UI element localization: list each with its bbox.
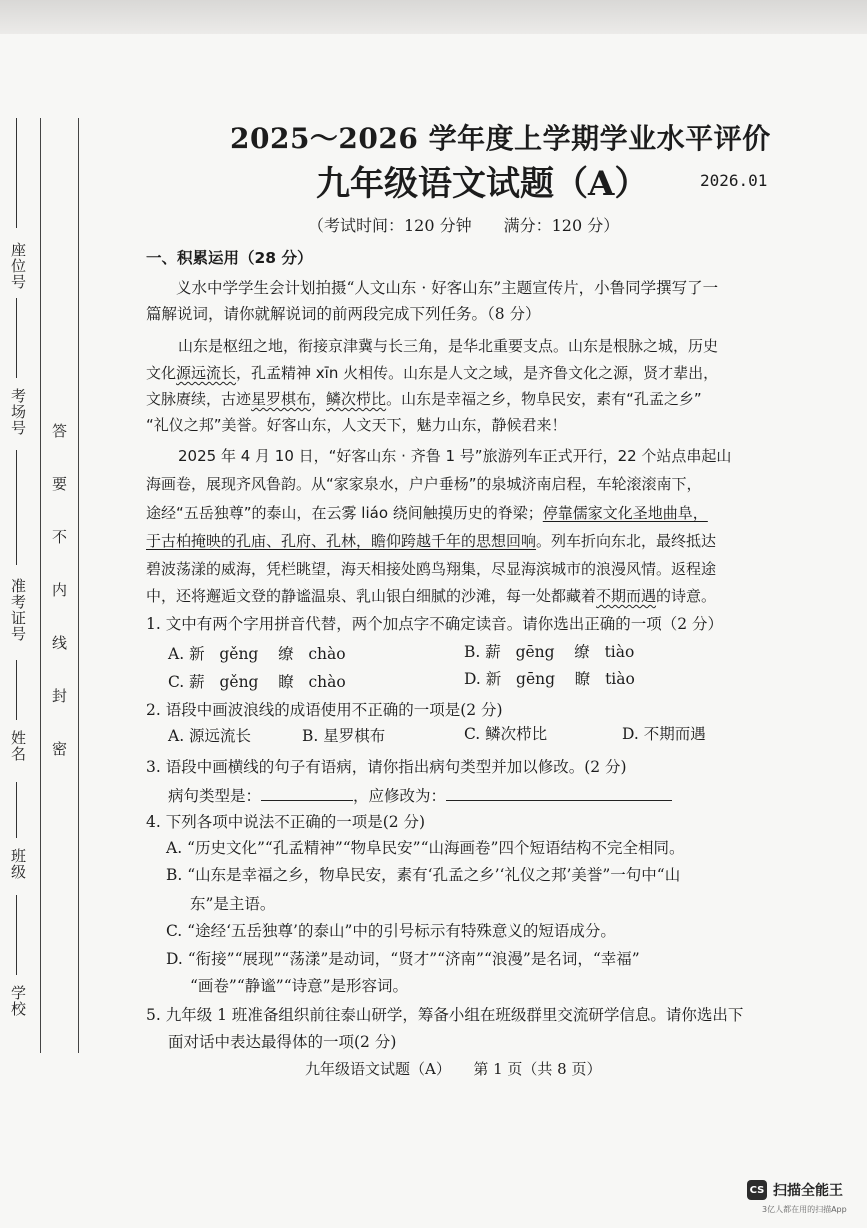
passage-text: 途经“五岳独尊”的泰山，在云雾 liáo 绕间触摸历史的脊梁； <box>146 504 543 522</box>
option-letter: A. <box>168 645 185 663</box>
field-ticket-number: 准考证号 <box>9 578 27 642</box>
field-class: 班级 <box>9 848 27 880</box>
option-pinyin: gēng <box>516 670 556 688</box>
ticket-number-line <box>16 450 17 565</box>
question-5-line-1: 5. 九年级 1 班准备组织前往泰山研学，筹备小组在班级群里交流研学信息。请你选出下 <box>146 1006 744 1024</box>
q2-option-d: D. 不期而遇 <box>622 725 706 743</box>
section-heading: 一、积累运用（28 分） <box>146 249 313 267</box>
option-letter: C. <box>168 673 185 691</box>
passage-line: “礼仪之邦”美誉。好客山东，人文天下，魅力山东，静候君来！ <box>146 416 567 434</box>
q4-option-b-line-1: B. “山东是幸福之乡，物阜民安，素有‘孔孟之乡’‘礼仪之邦’美誉”一句中“山 <box>166 866 681 884</box>
option-char: 缭 <box>574 643 590 661</box>
seal-char-3: 线 <box>52 634 68 652</box>
binding-line-outer <box>40 118 41 1053</box>
question-1-stem: 1. 文中有两个字用拼音代替，两个加点字不确定读音。请你选出正确的一项（2 分） <box>146 615 724 633</box>
exam-subtitle: 九年级语文试题（A） <box>316 164 649 204</box>
option-pinyin: chào <box>308 645 346 663</box>
field-school: 学校 <box>9 985 27 1017</box>
seal-char-2: 封 <box>52 687 68 705</box>
underlined-sentence: 停靠儒家文化圣地曲阜， <box>542 504 708 522</box>
camscanner-icon: CS <box>747 1180 767 1200</box>
exam-date: 2026.01 <box>700 171 768 190</box>
field-name: 姓名 <box>9 730 27 762</box>
passage-text: 文化 <box>146 364 177 382</box>
option-char: 薪 <box>485 643 501 661</box>
option-char: 新 <box>189 645 205 663</box>
q3-type-label: 病句类型是： <box>168 787 262 805</box>
passage-text: 。列车折向东北，最终抵达 <box>536 532 717 550</box>
wavy-idiom: 源远流长 <box>176 364 237 382</box>
q4-option-d-line-2: “画卷”“静谧”“诗意”是形容词。 <box>190 977 409 995</box>
passage-line: 碧波荡漾的威海，凭栏眺望，海天相接处鸥鸟翔集，尽显海滨城市的浪漫风情。返程途 <box>146 560 717 578</box>
option-letter: B. <box>464 643 481 661</box>
option-pinyin: tiào <box>605 670 635 688</box>
passage-line: 海画卷，展现齐风鲁韵。从“家家泉水，户户垂杨”的泉城济南启程，车轮滚滚南下， <box>146 475 702 493</box>
seal-char-6: 要 <box>52 475 68 493</box>
scanner-name: 扫描全能王 <box>773 1183 843 1199</box>
passage-line <box>146 361 718 385</box>
seal-char-7: 答 <box>52 422 68 440</box>
q3-answer-row <box>168 784 672 808</box>
underlined-sentence: 于古柏掩映的孔庙、孔府、孔林，瞻仰跨越千年的思想回响 <box>146 532 537 550</box>
option-pinyin: tiào <box>604 643 635 661</box>
passage-line <box>146 501 708 525</box>
passage-text: ， <box>311 390 327 408</box>
question-3-stem: 3. 语段中画横线的句子有语病，请你指出病句类型并加以修改。(2 分) <box>146 758 627 776</box>
seal-char-4: 内 <box>52 581 68 599</box>
option-char: 瞭 <box>278 673 294 691</box>
q1-option-a <box>168 642 346 666</box>
q3-type-blank[interactable] <box>261 784 353 801</box>
option-pinyin: gěng <box>219 645 259 663</box>
passage-line <box>146 529 716 553</box>
class-line <box>16 782 17 838</box>
field-seat-number: 座位号 <box>9 242 27 290</box>
seat-number-line <box>16 118 17 228</box>
passage-line <box>146 584 716 608</box>
page-footer: 九年级语文试题（A） 第 1 页（共 8 页） <box>305 1060 602 1078</box>
intro-line-2: 篇解说词，请你就解说词的前两段完成下列任务。（8 分） <box>146 305 541 323</box>
q4-option-c: C. “途经‘五岳独尊’的泰山”中的引号标示有特殊意义的短语成分。 <box>166 922 616 940</box>
seal-char-1: 密 <box>52 740 68 758</box>
seal-char-5: 不 <box>52 528 68 546</box>
q1-option-b <box>464 640 634 664</box>
passage-line: 2025 年 4 月 10 日，“好客山东 · 齐鲁 1 号”旅游列车正式开行，22 个站点串起山 <box>178 447 732 465</box>
option-pinyin: chào <box>308 673 346 691</box>
q2-option-c: C. 鳞次栉比 <box>464 725 548 743</box>
scanner-logo <box>747 1180 843 1200</box>
scan-top-shadow <box>0 0 867 38</box>
passage-text: 中，还将邂逅文登的静谧温泉、乳山银白细腻的沙滩，每一处都藏着 <box>146 587 597 605</box>
option-char: 瞭 <box>574 670 591 688</box>
q4-option-a: A. “历史文化”“孔孟精神”“物阜民安”“山海画卷”四个短语结构不完全相同。 <box>166 839 685 857</box>
passage-line <box>146 387 702 411</box>
name-line <box>16 660 17 720</box>
q2-option-a: A. 源远流长 <box>168 727 252 745</box>
field-exam-room: 考场号 <box>9 388 27 436</box>
wavy-idiom: 不期而遇 <box>596 587 657 605</box>
school-line <box>16 895 17 975</box>
q4-option-d-line-1: D. “衔接”“展现”“荡漾”是动词，“贤才”“济南”“浪漫”是名词，“幸福” <box>166 950 640 968</box>
passage-text: 。山东是幸福之乡，物阜民安，素有“孔孟之乡” <box>386 390 702 408</box>
q3-fix-blank[interactable] <box>446 784 672 801</box>
option-letter: D. <box>464 670 481 688</box>
question-2-stem: 2. 语段中画波浪线的成语使用不正确的一项是(2 分) <box>146 701 503 719</box>
option-char: 缭 <box>278 645 294 663</box>
exam-title: 2025～2026 学年度上学期学业水平评价 <box>230 122 771 155</box>
passage-text: 的诗意。 <box>656 587 717 605</box>
exam-room-line <box>16 298 17 378</box>
passage-text: 文脉赓续，古迹 <box>146 390 252 408</box>
option-pinyin: gēng <box>515 643 555 661</box>
passage-text: ，孔孟精神 xīn 火相传。山东是人文之域，是齐鲁文化之源，贤才辈出， <box>236 364 719 382</box>
q2-option-b: B. 星罗棋布 <box>302 727 386 745</box>
passage-line: 山东是枢纽之地，衔接京津冀与长三角，是华北重要支点。山东是根脉之城，历史 <box>178 337 719 355</box>
binding-line-inner <box>78 118 79 1053</box>
option-char: 薪 <box>189 673 205 691</box>
wavy-idiom: 鳞次栉比 <box>326 390 387 408</box>
option-char: 新 <box>485 670 502 688</box>
q3-fix-label: ，应修改为： <box>353 787 447 805</box>
q1-option-d <box>464 667 635 691</box>
q4-option-b-line-2: 东”是主语。 <box>190 895 276 913</box>
exam-info: （考试时间：120 分钟 满分：120 分） <box>308 216 620 235</box>
wavy-idiom: 星罗棋布 <box>251 390 312 408</box>
q1-option-c <box>168 670 346 694</box>
question-4-stem: 4. 下列各项中说法不正确的一项是(2 分) <box>146 813 426 831</box>
question-5-line-2: 面对话中表达最得体的一项(2 分) <box>168 1033 397 1051</box>
option-pinyin: gěng <box>219 673 259 691</box>
scanner-tagline: 3亿人都在用的扫描App <box>762 1205 847 1214</box>
intro-line-1: 义水中学学生会计划拍摄“人文山东 · 好客山东”主题宣传片，小鲁同学撰写了一 <box>176 279 719 297</box>
